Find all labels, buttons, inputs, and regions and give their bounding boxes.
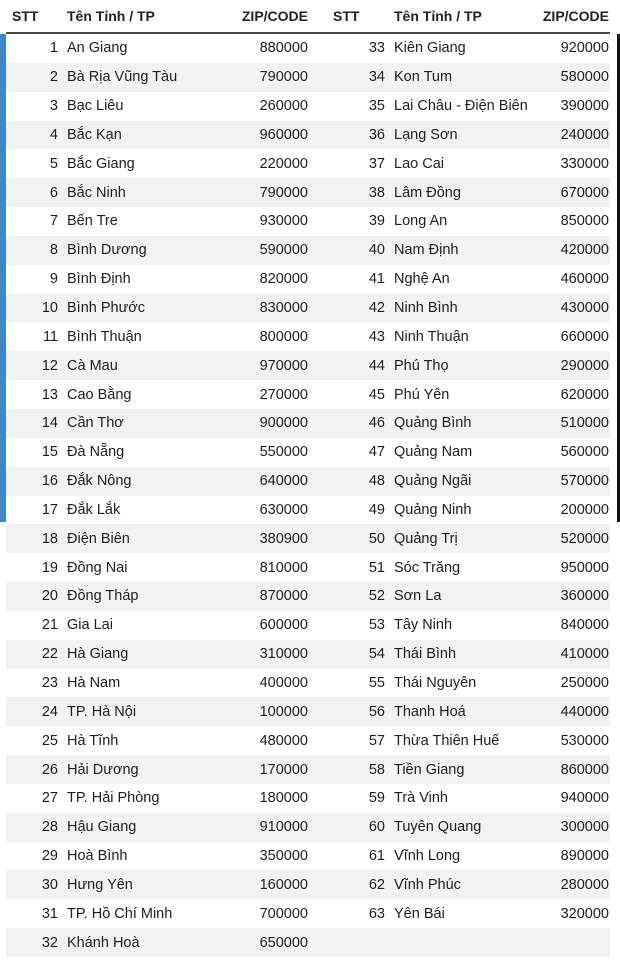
table-row [6, 611, 610, 640]
table-row [6, 842, 610, 871]
province-cell: Lai Châu - Điện Biên [394, 98, 528, 115]
province-cell: Hà Giang [67, 646, 129, 663]
table-row [6, 726, 610, 755]
postal-code-table [6, 0, 610, 957]
province-cell: Điện Biên [67, 530, 130, 547]
province-cell: Nam Định [394, 242, 459, 259]
stt-cell: 7 [49, 213, 58, 230]
stt-cell: 50 [368, 530, 385, 547]
zip-cell: 850000 [560, 213, 609, 230]
zip-cell: 830000 [259, 300, 308, 317]
table-row [6, 582, 610, 611]
table-row [6, 409, 610, 438]
stt-cell: 39 [368, 213, 385, 230]
province-cell: Thái Bình [394, 646, 457, 663]
province-cell: TP. Hải Phòng [67, 790, 160, 807]
province-cell: Thanh Hoá [394, 703, 466, 720]
zip-cell: 550000 [259, 444, 308, 461]
stt-cell: 49 [368, 501, 385, 518]
province-cell: Lạng Sơn [394, 126, 458, 143]
province-cell: Hoà Bình [67, 848, 128, 865]
stt-cell: 60 [368, 819, 385, 836]
zip-cell: 900000 [259, 415, 308, 432]
header-zip-2: ZIP/CODE [542, 8, 609, 24]
stt-cell: 53 [368, 617, 385, 634]
province-cell: Hưng Yên [67, 876, 133, 893]
stt-cell: 23 [41, 674, 58, 691]
stt-cell: 34 [368, 69, 385, 86]
table-row [6, 236, 610, 265]
province-cell: Đà Nẵng [67, 444, 125, 461]
stt-cell: 44 [368, 357, 385, 374]
stt-cell: 43 [368, 328, 385, 345]
province-cell: Thừa Thiên Huế [394, 732, 500, 749]
province-cell: Bắc Giang [67, 155, 135, 172]
province-cell: Kon Tum [394, 69, 453, 86]
zip-cell: 440000 [560, 703, 609, 720]
province-cell: Tiền Giang [394, 761, 465, 778]
zip-cell: 880000 [259, 40, 308, 57]
stt-cell: 27 [41, 790, 58, 807]
zip-cell: 520000 [560, 530, 609, 547]
zip-cell: 420000 [560, 242, 609, 259]
stt-cell: 25 [41, 732, 58, 749]
zip-cell: 160000 [259, 876, 308, 893]
table-row [6, 322, 610, 351]
stt-cell: 5 [49, 155, 58, 172]
stt-cell: 59 [368, 790, 385, 807]
stt-cell: 22 [41, 646, 58, 663]
table-row [6, 813, 610, 842]
table-row [6, 640, 610, 669]
stt-cell: 38 [368, 184, 385, 201]
table-row [6, 524, 610, 553]
stt-cell: 26 [41, 761, 58, 778]
zip-cell: 400000 [259, 674, 308, 691]
stt-cell: 40 [368, 242, 385, 259]
province-cell: Phú Yên [394, 386, 450, 403]
zip-cell: 220000 [259, 155, 308, 172]
zip-cell: 380900 [259, 530, 308, 547]
zip-cell: 570000 [560, 473, 609, 490]
table-row [6, 438, 610, 467]
stt-cell: 36 [368, 126, 385, 143]
province-cell: Đồng Tháp [67, 588, 139, 605]
stt-cell: 48 [368, 473, 385, 490]
stt-cell: 24 [41, 703, 58, 720]
stt-cell: 4 [49, 126, 58, 143]
stt-cell: 3 [49, 98, 58, 115]
table-row [6, 899, 610, 928]
table-row [6, 380, 610, 409]
zip-cell: 620000 [560, 386, 609, 403]
table-row [6, 351, 610, 380]
province-cell: TP. Hà Nội [67, 703, 137, 720]
stt-cell: 51 [368, 559, 385, 576]
province-cell: Phú Thọ [394, 357, 449, 374]
zip-cell: 310000 [259, 646, 308, 663]
table-row [6, 121, 610, 150]
province-cell: Đắk Lắk [67, 501, 121, 518]
zip-cell: 350000 [259, 848, 308, 865]
zip-cell: 200000 [560, 501, 609, 518]
zip-cell: 390000 [560, 98, 609, 115]
table-row [6, 207, 610, 236]
province-cell: Vĩnh Long [394, 848, 461, 865]
zip-cell: 790000 [259, 69, 308, 86]
stt-cell: 15 [41, 444, 58, 461]
zip-cell: 250000 [560, 674, 609, 691]
stt-cell: 47 [368, 444, 385, 461]
stt-cell: 14 [41, 415, 58, 432]
province-cell: Lâm Đồng [394, 184, 461, 201]
table-row [6, 92, 610, 121]
stt-cell: 55 [368, 674, 385, 691]
table-row [6, 178, 610, 207]
stt-cell: 10 [41, 300, 58, 317]
zip-cell: 820000 [259, 271, 308, 288]
stt-cell: 46 [368, 415, 385, 432]
zip-cell: 910000 [259, 819, 308, 836]
province-cell: Nghệ An [394, 271, 450, 288]
province-cell: An Giang [67, 40, 128, 57]
province-cell: Cao Bằng [67, 386, 132, 403]
province-cell: Quảng Ngãi [394, 473, 472, 490]
zip-cell: 860000 [560, 761, 609, 778]
zip-cell: 530000 [560, 732, 609, 749]
zip-cell: 630000 [259, 501, 308, 518]
zip-cell: 480000 [259, 732, 308, 749]
province-cell: Bến Tre [67, 213, 118, 230]
table-row [6, 553, 610, 582]
province-cell: Đắk Nông [67, 473, 132, 490]
zip-cell: 930000 [259, 213, 308, 230]
province-cell: Gia Lai [67, 617, 113, 634]
zip-cell: 300000 [560, 819, 609, 836]
province-cell: Sóc Trăng [394, 559, 461, 576]
stt-cell: 21 [41, 617, 58, 634]
stt-cell: 12 [41, 357, 58, 374]
stt-cell: 19 [41, 559, 58, 576]
province-cell: Bình Phước [67, 300, 146, 317]
header-zip: ZIP/CODE [241, 8, 308, 24]
stt-cell: 63 [368, 905, 385, 922]
province-cell: Bắc Ninh [67, 184, 126, 201]
zip-cell: 560000 [560, 444, 609, 461]
province-cell: Hải Dương [67, 761, 139, 778]
province-cell: Ninh Thuận [394, 328, 469, 345]
stt-cell: 31 [41, 905, 58, 922]
zip-cell: 800000 [259, 328, 308, 345]
province-cell: Cần Thơ [67, 415, 124, 432]
zip-cell: 840000 [560, 617, 609, 634]
zip-cell: 810000 [259, 559, 308, 576]
stt-cell: 6 [49, 184, 58, 201]
zip-cell: 700000 [259, 905, 308, 922]
zip-cell: 360000 [560, 588, 609, 605]
table-row [6, 496, 610, 525]
province-cell: Ninh Bình [394, 300, 458, 317]
province-cell: Cà Mau [67, 357, 118, 374]
stt-cell: 9 [49, 271, 58, 288]
table-row [6, 669, 610, 698]
province-cell: TP. Hồ Chí Minh [67, 905, 173, 922]
zip-cell: 290000 [560, 357, 609, 374]
table-row [6, 149, 610, 178]
zip-cell: 950000 [560, 559, 609, 576]
province-cell: Đồng Nai [67, 559, 128, 576]
zip-cell: 430000 [560, 300, 609, 317]
stt-cell: 52 [368, 588, 385, 605]
zip-cell: 280000 [560, 876, 609, 893]
zip-cell: 870000 [259, 588, 308, 605]
table-row [6, 265, 610, 294]
zip-cell: 970000 [259, 357, 308, 374]
table-row [6, 294, 610, 323]
zip-cell: 590000 [259, 242, 308, 259]
stt-cell: 18 [41, 530, 58, 547]
province-cell: Bình Thuận [67, 328, 142, 345]
zip-cell: 410000 [560, 646, 609, 663]
stt-cell: 33 [368, 40, 385, 57]
stt-cell: 20 [41, 588, 58, 605]
zip-cell: 670000 [560, 184, 609, 201]
table-row [6, 34, 610, 63]
zip-cell: 170000 [259, 761, 308, 778]
province-cell: Kiên Giang [394, 40, 466, 57]
province-cell: Vĩnh Phúc [394, 876, 461, 893]
province-cell: Long An [394, 213, 448, 230]
province-cell: Lao Cai [394, 155, 444, 172]
stt-cell: 62 [368, 876, 385, 893]
province-cell: Thái Nguyên [394, 674, 477, 691]
province-cell: Quảng Nam [394, 444, 473, 461]
province-cell: Tây Ninh [394, 617, 453, 634]
table-row [6, 870, 610, 899]
stt-cell: 30 [41, 876, 58, 893]
table-header [6, 0, 610, 34]
stt-cell: 8 [49, 242, 58, 259]
province-cell: Quảng Trị [394, 530, 458, 547]
header-province: Tên Tỉnh / TP [67, 8, 155, 24]
province-cell: Quảng Ninh [394, 501, 472, 518]
zip-cell: 270000 [259, 386, 308, 403]
zip-cell: 600000 [259, 617, 308, 634]
zip-cell: 460000 [560, 271, 609, 288]
stt-cell: 32 [41, 934, 58, 951]
stt-cell: 11 [42, 328, 58, 345]
header-stt-2: STT [333, 8, 360, 24]
zip-cell: 660000 [560, 328, 609, 345]
stt-cell: 45 [368, 386, 385, 403]
stt-cell: 56 [368, 703, 385, 720]
province-cell: Quảng Bình [394, 415, 472, 432]
zip-cell: 330000 [560, 155, 609, 172]
zip-cell: 940000 [560, 790, 609, 807]
zip-cell: 650000 [259, 934, 308, 951]
zip-cell: 100000 [259, 703, 308, 720]
table-body [6, 34, 610, 957]
zip-cell: 240000 [560, 126, 609, 143]
stt-cell: 17 [41, 501, 58, 518]
stt-cell: 57 [368, 732, 385, 749]
table-row [6, 928, 610, 957]
province-cell: Bình Dương [67, 242, 147, 259]
zip-cell: 920000 [560, 40, 609, 57]
zip-cell: 640000 [259, 473, 308, 490]
stt-cell: 2 [49, 69, 58, 86]
stt-cell: 29 [41, 848, 58, 865]
province-cell: Hà Nam [67, 674, 121, 691]
stt-cell: 1 [49, 40, 58, 57]
zip-cell: 790000 [259, 184, 308, 201]
province-cell: Hậu Giang [67, 819, 137, 836]
table-row [6, 784, 610, 813]
province-cell: Hà Tĩnh [67, 732, 119, 749]
province-cell: Yên Bái [394, 905, 445, 922]
zip-cell: 580000 [560, 69, 609, 86]
province-cell: Tuyên Quang [394, 819, 482, 836]
stt-cell: 37 [368, 155, 385, 172]
stt-cell: 41 [368, 271, 385, 288]
table-row [6, 63, 610, 92]
stt-cell: 58 [368, 761, 385, 778]
zip-cell: 180000 [259, 790, 308, 807]
stt-cell: 16 [41, 473, 58, 490]
stt-cell: 35 [368, 98, 385, 115]
stt-cell: 28 [41, 819, 58, 836]
province-cell: Bình Định [67, 271, 131, 288]
province-cell: Bạc Liêu [67, 98, 124, 115]
header-province-2: Tên Tỉnh / TP [394, 8, 482, 24]
province-cell: Sơn La [394, 588, 442, 605]
zip-cell: 510000 [560, 415, 609, 432]
stt-cell: 61 [368, 848, 385, 865]
province-cell: Bà Rịa Vũng Tàu [67, 69, 178, 86]
table-row [6, 467, 610, 496]
table-row [6, 755, 610, 784]
header-stt: STT [12, 8, 39, 24]
province-cell: Trà Vinh [394, 790, 448, 807]
province-cell: Khánh Hoà [67, 934, 140, 951]
stt-cell: 42 [368, 300, 385, 317]
zip-cell: 890000 [560, 848, 609, 865]
table-row [6, 697, 610, 726]
zip-cell: 320000 [560, 905, 609, 922]
zip-cell: 260000 [259, 98, 308, 115]
stt-cell: 54 [368, 646, 385, 663]
zip-cell: 960000 [259, 126, 308, 143]
stt-cell: 13 [41, 386, 58, 403]
province-cell: Bắc Kạn [67, 126, 122, 143]
